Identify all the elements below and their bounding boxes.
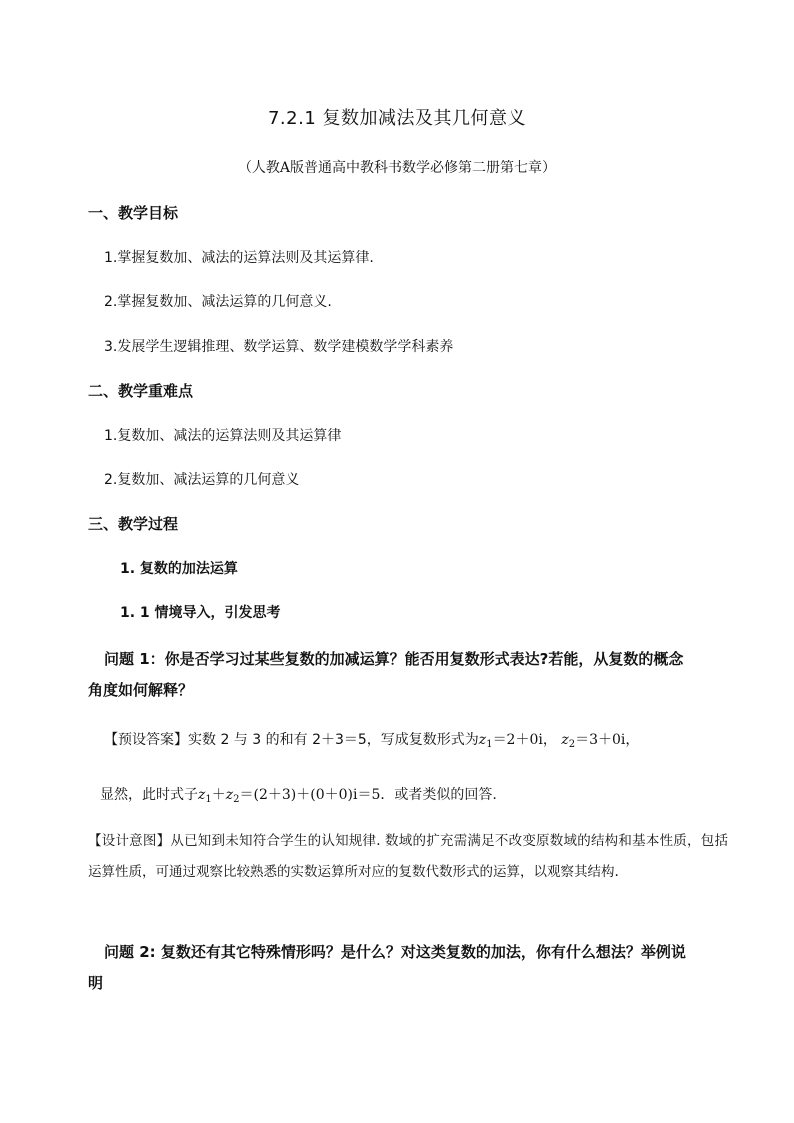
key-point-item-1: 1.复数加、减法的运算法则及其运算律 bbox=[104, 428, 342, 444]
objective-item-1: 1.掌握复数加、减法的运算法则及其运算律. bbox=[104, 250, 374, 266]
question-1-line-2: 角度如何解释？ bbox=[88, 681, 194, 699]
objective-item-2: 2.掌握复数加、减法运算的几何意义. bbox=[104, 294, 332, 310]
objective-item-3: 3.发展学生逻辑推理、数学运算、数学建模数学学科素养 bbox=[104, 339, 454, 355]
formula-z2: $z_2=3+0i$， bbox=[561, 732, 640, 750]
subsection-heading-addition: 1. 复数的加法运算 bbox=[120, 561, 238, 577]
formula-sum: $z_1+z_2=(2+3)+(0+0)i=5$． bbox=[198, 787, 395, 805]
page-title: 7.2.1 复数加减法及其几何意义 bbox=[267, 108, 527, 129]
question-2-line-1: 问题 2: 复数还有其它特殊情形吗？是什么？对这类复数的加法，你有什么想法？举例说 bbox=[104, 943, 686, 961]
design-intent-paragraph: 【设计意图】从已知到未知符合学生的认知规律. 数域的扩充需满足不改变原数域的结构和基本性质，包括运算性质，可通过观察比较熟悉的实数运算所对应的复数代数形式的运算，以观察其结构. bbox=[88, 833, 728, 880]
section-heading-objectives: 一、教学目标 bbox=[88, 204, 179, 222]
section-heading-process: 三、教学过程 bbox=[88, 515, 179, 533]
question-2-line-2: 明 bbox=[88, 974, 104, 992]
page-subtitle: （人教A版普通高中教科书数学必修第二册第七章） bbox=[237, 160, 557, 176]
key-point-item-2: 2.复数加、减法运算的几何意义 bbox=[104, 472, 300, 488]
preset-answer-line-2: 显然，此时式子$z_1+z_2=(2+3)+(0+0)i=5$．或者类似的回答. bbox=[100, 787, 497, 805]
preset-answer-line-1 bbox=[104, 729, 639, 750]
formula-z1: $z_1=2+0i$， bbox=[478, 732, 557, 750]
question-1-line-1: 问题 1：你是否学习过某些复数的加减运算？能否用复数形式表达?若能，从复数的概念 bbox=[104, 650, 684, 668]
section-heading-key-points: 二、教学重难点 bbox=[88, 382, 194, 400]
subsection-heading-intro: 1. 1 情境导入，引发思考 bbox=[120, 605, 281, 621]
preset-answer-text: 实数 2 与 3 的和有 2＋3＝5，写成复数形式为 bbox=[188, 732, 479, 748]
preset-answer-label: 【预设答案】 bbox=[104, 732, 188, 748]
